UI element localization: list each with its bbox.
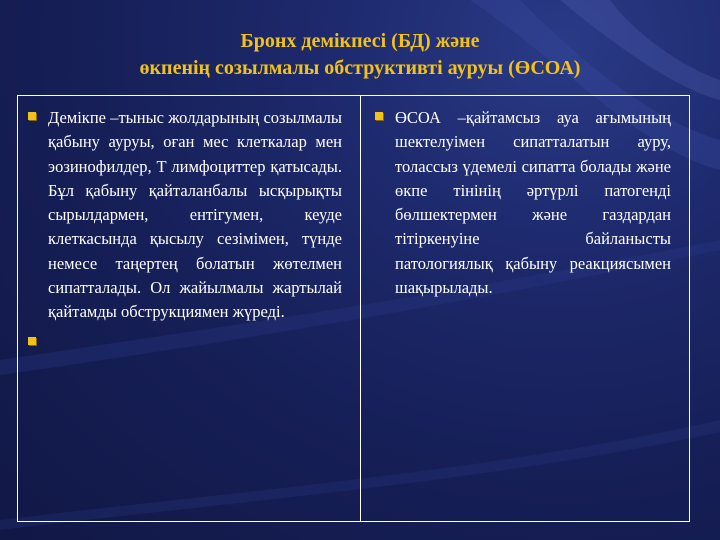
square-bullet-icon [375, 112, 383, 120]
left-paragraph: Демікпе –тыныс жолдарының созылмалы қабыну ауруы, оған мес клеткалар мен эозинофилдер, Т лимфоциттер қатысады. Бұл қабыну қайталанбалы ысқырықты сырылдармен, ентігумен, кеуде клеткасында қысылу сезімімен, түнде немесе таңертең болатын жөтелмен сипатталады. Ол жайылмалы жартылай қайтамды обструкциямен жүреді. [48, 108, 342, 322]
slide-title [0, 28, 720, 82]
right-paragraph: ӨСОА –қайтамсыз ауа ағымының шектелуімен сипатталатын ауру, толассыз үдемелі сипатта болады және өкпе тінінің әртүрлі патогенді бөлшектермен және газдардан тітіркенуіне байланысты патологиялық қабыну реакциясымен шақырылады. [395, 108, 671, 298]
right-column [361, 96, 689, 521]
slide-title-line-2: өкпенің созылмалы обструктивті ауруы (ӨСОА) [139, 57, 581, 79]
two-column-text-box [17, 95, 690, 522]
left-empty-bullet-item [28, 331, 342, 355]
slide-title-line-1: Бронх демікпесі (БД) және [240, 30, 480, 52]
left-column [18, 96, 361, 521]
left-bullet-item [28, 106, 342, 325]
right-bullet-item [375, 106, 671, 300]
square-bullet-icon [28, 337, 36, 345]
square-bullet-icon [28, 112, 36, 120]
